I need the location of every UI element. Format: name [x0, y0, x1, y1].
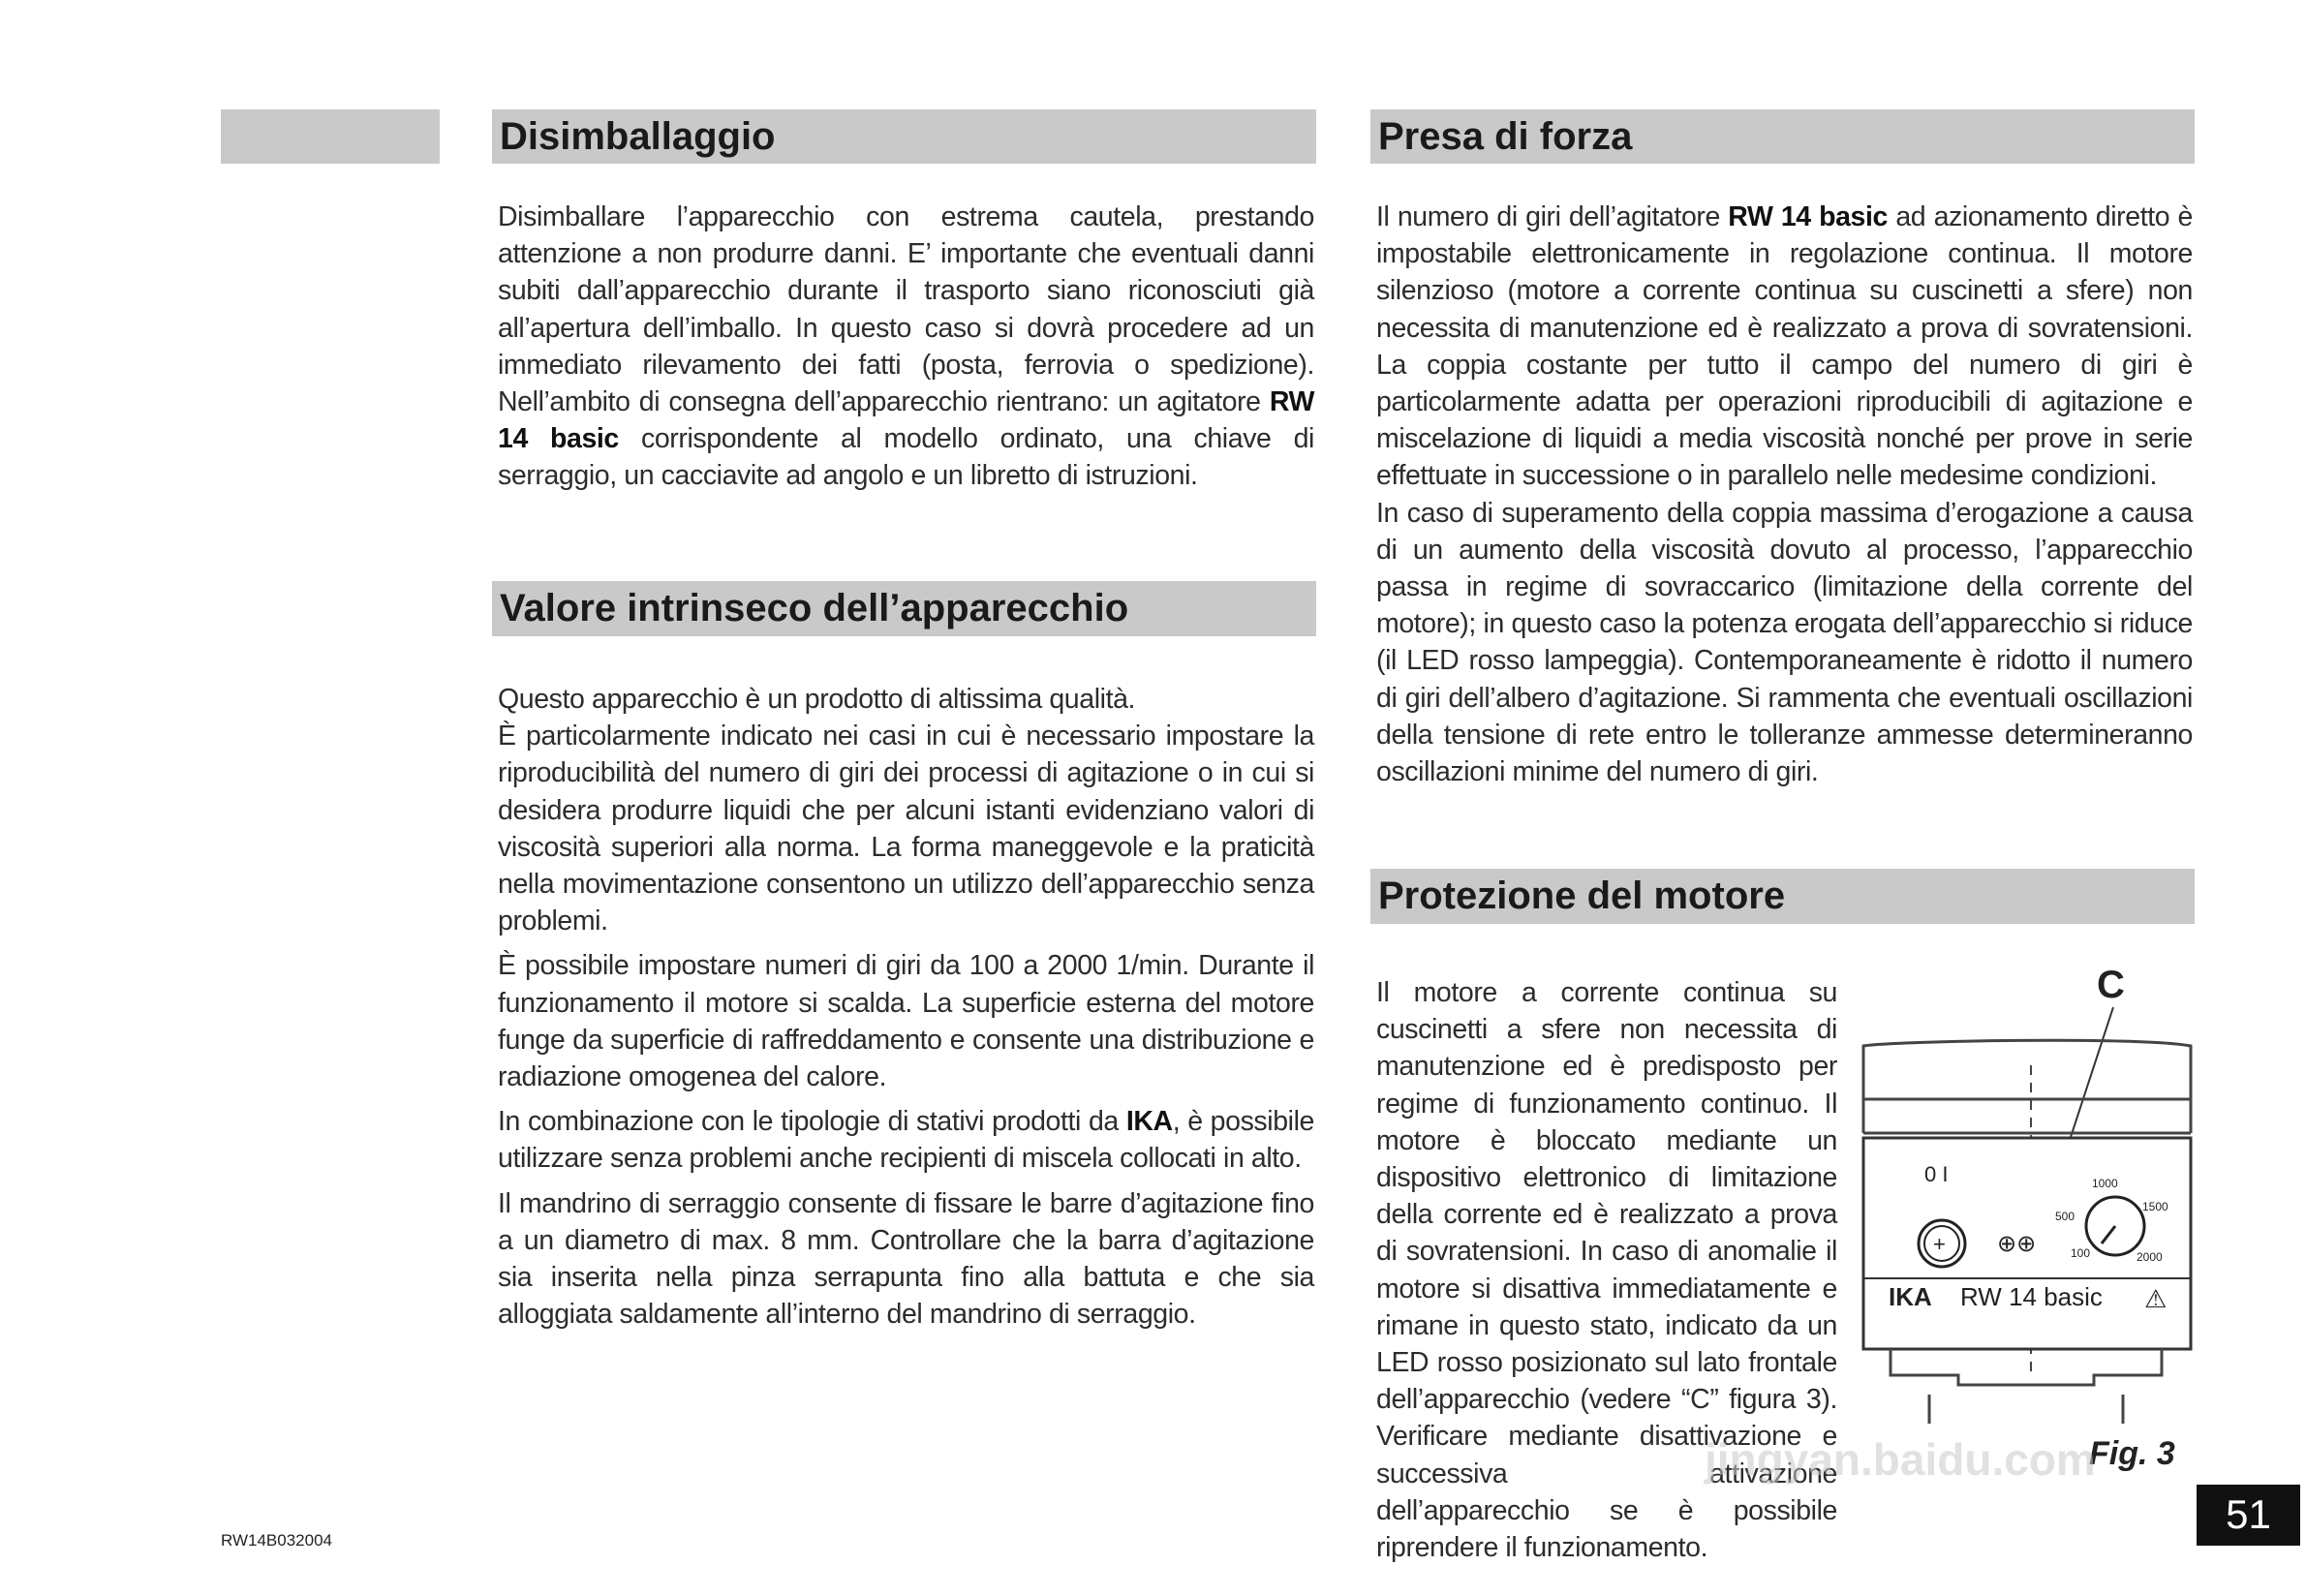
figure-3-device-illustration: [1852, 1007, 2202, 1424]
paragraph: Il numero di giri dell’agitatore RW 14 basic ad azionamento diretto è impostabile elettronicamente in regolazione continua. Il motore silenzioso (motore a corrente continua su cuscinetti a sfere) non necessita di manutenzione ed è realizzato a prova di sovratensioni. La coppia costante per tutto il campo del numero di giri è particolarmente adatta per operazioni riproducibili di agitazione e miscelazione di liquidi a media viscosità nonché per prove in serie effettuate in successione o in parallelo nelle medesime condizioni.: [1376, 201, 2193, 492]
margin-bar: [221, 109, 440, 164]
section-valore-intrinseco: [498, 681, 1314, 1333]
paragraph: Il motore a corrente continua su cuscinetti a sfere non necessita di manutenzione ed è predisposto per regime di funzionamento continuo. Il motore è bloccato mediante un dispositivo elettronico di limitazione della corrente ed è realizzato a prova di sovratensioni. In caso di anomalie il motore si disattiva immediatamente e rimane in questo stato, indicato da un LED rosso posizionato sul lato frontale dell’apparecchio (vedere “C” figura 3). Verificare mediante disattivazione e successiva attivazione dell’apparecchio se è possibile riprendere il funzionamento.: [1376, 977, 1837, 1564]
dial-tick: 2000: [2137, 1250, 2163, 1264]
document-code: RW14B032004: [221, 1531, 332, 1550]
section-disimballaggio: [498, 199, 1314, 495]
switch-labels: 0 I: [1924, 1162, 1949, 1186]
svg-text:⚠: ⚠: [2144, 1285, 2168, 1314]
paragraph: Questo apparecchio è un prodotto di altissima qualità.: [498, 684, 1136, 715]
paragraph: Il mandrino di serraggio consente di fissare le barre d’agitazione fino a un diametro di max. 8 mm. Controllare che la barra d’agitazione sia inserita nella pinza serrapunta fino alla battuta e che sia alloggiata saldamente all’interno del mandrino di serraggio.: [498, 1187, 1314, 1331]
model-label: RW 14 basic: [1960, 1282, 2103, 1311]
figure-caption: Fig. 3: [2089, 1435, 2175, 1472]
paragraph: In combinazione con le tipologie di stativi prodotti da IKA, è possibile utilizzare senza problemi anche recipienti di miscela collocati in alto.: [498, 1106, 1314, 1175]
paragraph: È particolarmente indicato nei casi in cui è necessario impostare la riproducibilità del numero di giri dei processi di agitazione o in cui si desidera produrre liquidi che per alcuni istanti evidenziano valori di viscosità superiori alla norma. La forma maneggevole e la praticità nella movimentazione consentono un utilizzo dell’apparecchio senza problemi.: [498, 721, 1314, 937]
paragraph: Disimballare l’apparecchio con estrema cautela, prestando attenzione a non produrre danni. E’ importante che eventuali danni subiti dall’apparecchio durante il trasporto siano riconosciuti già all’apertura dell’imballo. In questo caso si dovrà procedere ad un immediato rilevamento dei fatti (posta, ferrovia o spedizione). Nell’ambito di consegna dell’apparecchio rientrano: un agitatore RW 14 basic corrispondente al modello ordinato, una chiave di serraggio, un cacciavite ad angolo e un libretto di istruzioni.: [498, 201, 1314, 492]
figure-label-c: C: [2097, 964, 2125, 1006]
heading-presa-di-forza: Presa di forza: [1370, 109, 2195, 164]
svg-text:⊕⊕: ⊕⊕: [1997, 1230, 2037, 1257]
svg-text:+: +: [1933, 1232, 1946, 1256]
heading-protezione-motore: Protezione del motore: [1370, 869, 2195, 924]
dial-tick: 1500: [2142, 1200, 2168, 1213]
watermark: jingyan.baidu.com: [1705, 1434, 2096, 1485]
heading-valore-intrinseco: Valore intrinseco dell’apparecchio: [492, 581, 1316, 636]
dial-tick: 500: [2055, 1210, 2075, 1223]
paragraph: In caso di superamento della coppia massima d’erogazione a causa di un aumento della viscosità dovuto al processo, l’apparecchio passa in regime di sovraccarico (limitazione della corrente del motore); in questo caso la potenza erogata dell’apparecchio si riduce (il LED rosso lampeggia). Contemporaneamente è ridotto il numero di giri dell’albero d’agitazione. Si rammenta che eventuali oscillazioni della tensione di rete entro le tolleranze ammesse determineranno oscillazioni minime del numero di giri.: [1376, 497, 2193, 788]
heading-disimballaggio: Disimballaggio: [492, 109, 1316, 164]
paragraph: È possibile impostare numeri di giri da 100 a 2000 1/min. Durante il funzionamento il motore si scalda. La superficie esterna del motore funge da superficie di raffreddamento e consente una distribuzione e radiazione omogenea del calore.: [498, 950, 1314, 1093]
dial-tick: 100: [2071, 1246, 2091, 1260]
section-presa-di-forza: [1376, 199, 2193, 790]
dial-tick: 1000: [2092, 1177, 2118, 1190]
page-number: 51: [2197, 1485, 2300, 1546]
brand-logo: IKA: [1889, 1282, 1932, 1311]
